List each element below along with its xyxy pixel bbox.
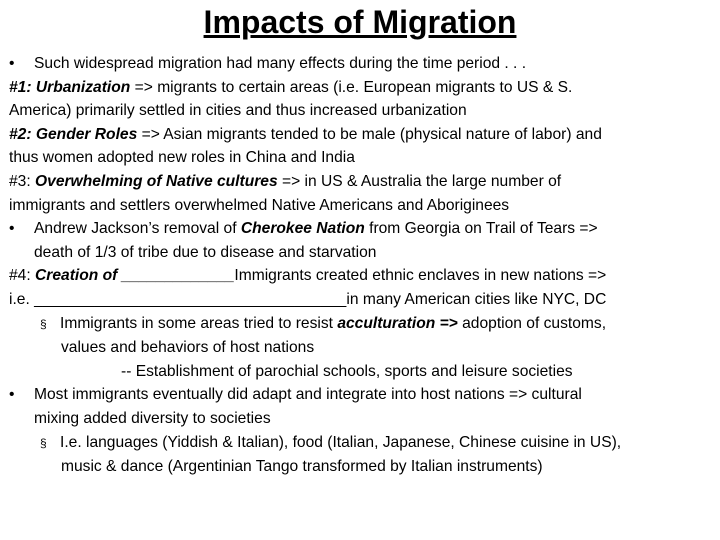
sub-bullet-languages-2: music & dance (Argentinian Tango transformed by Italian instruments) [61,458,543,476]
urbanization-heading: #1: Urbanization [9,78,131,96]
gender-roles-line: #2: Gender Roles => Asian migrants tended to be male (physical nature of labor) and [9,125,602,143]
urbanization-line-2: America) primarily settled in cities and thus increased urbanization [9,102,467,120]
bullet-icon: • [9,55,15,72]
bullet-line-adapt-2: mixing added diversity to societies [34,409,271,427]
gender-roles-line-2: thus women adopted new roles in China and India [9,149,355,167]
dash-line-parochial: -- Establishment of parochial schools, sports and leisure societies [121,362,573,380]
creation-heading: Creation of _____________ [35,267,235,285]
bullet-line-adapt: • Most immigrants eventually did adapt and integrate into host nations => cultural [9,383,715,407]
native-cultures-line: #3: Overwhelming of Native cultures => in US & Australia the large number of [9,172,562,190]
acculturation-text: acculturation => [337,314,458,332]
slide-title: Impacts of Migration [203,4,517,40]
gender-roles-heading: #2: Gender Roles [9,125,138,143]
bullet-icon: • [9,386,15,404]
bullet-line-cherokee-2: death of 1/3 of tribe due to disease and starvation [34,243,377,261]
sub-bullet-languages: § I.e. languages (Yiddish & Italian), food (Italian, Japanese, Chinese cuisine in US), [9,431,715,456]
urbanization-line: #1: Urbanization => migrants to certain areas (i.e. European migrants to US & S. [9,78,573,96]
bullet-icon: • [9,220,15,238]
fill-in-blank: ____________________________________ [34,290,347,308]
slide-body [9,52,715,479]
creation-line: #4: Creation of _____________Immigrants created ethnic enclaves in new nations => [9,267,607,285]
sub-bullet-acculturation: § Immigrants in some areas tried to resist acculturation => adoption of customs, [9,312,715,337]
square-bullet-icon: § [40,316,47,331]
native-cultures-heading: Overwhelming of Native cultures [35,172,278,190]
native-cultures-line-2: immigrants and settlers overwhelmed Native Americans and Aboriginees [9,196,510,214]
sub-bullet-acculturation-2: values and behaviors of host nations [61,339,315,357]
creation-line-2: i.e. ____________________________________in many American cities like NYC, DC [9,290,607,308]
cherokee-nation-text: Cherokee Nation [240,220,365,238]
bullet-line-1: • Such widespread migration had many effects during the time period . . . [9,52,715,76]
bullet-line-cherokee: • Andrew Jackson’s removal of Cherokee Nation from Georgia on Trail of Tears => [9,217,715,241]
square-bullet-icon: § [40,435,47,450]
